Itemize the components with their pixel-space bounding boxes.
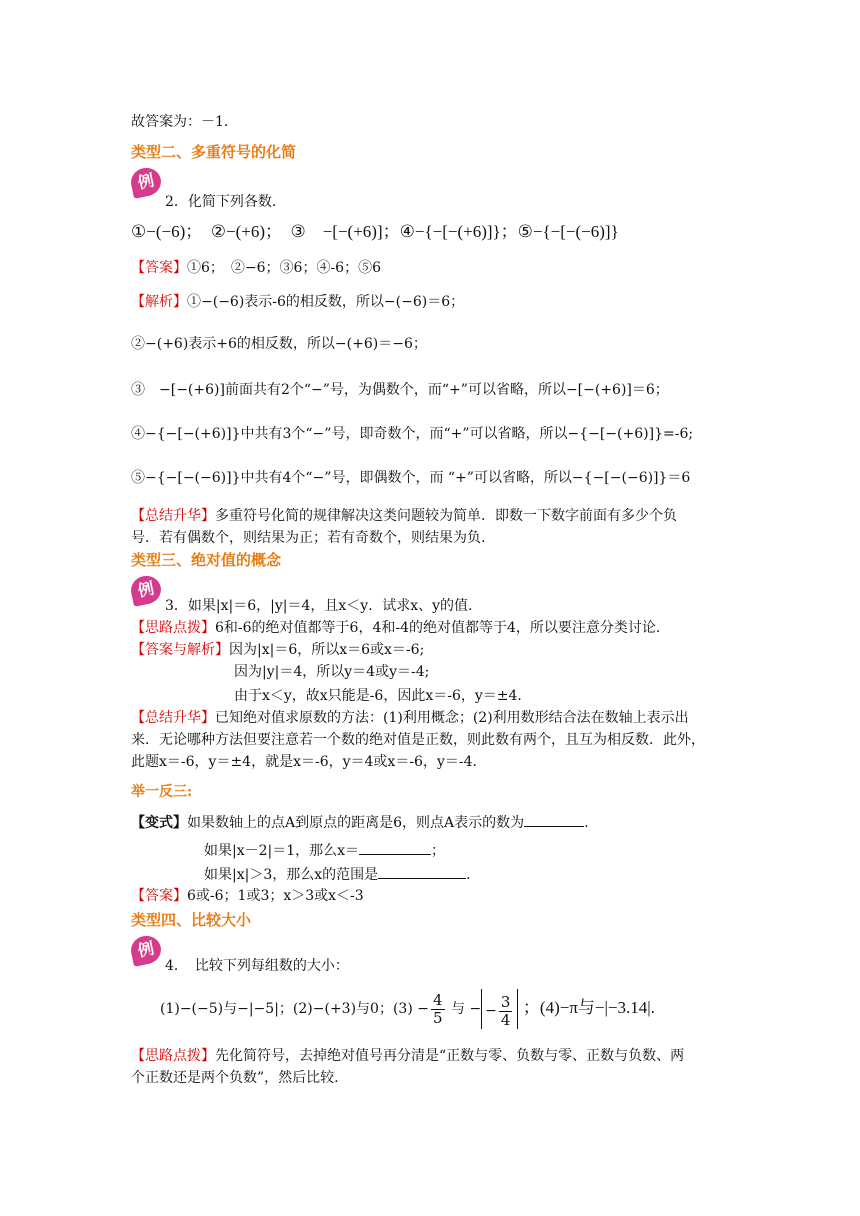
variation-heading: 举一反三: [131,784,193,800]
answer-text: ①6； ②−6；③6；④-6；⑤6 [187,260,381,276]
fraction-4-5 [431,992,445,1027]
minus-sign-2: − [469,1001,482,1017]
analysis-text-1: ①−(−6)表示-6的相反数，所以−(−6)＝6； [187,294,465,310]
section-heading-type2: 类型二、多重符号的化简 [131,143,297,161]
answer-text-1: 因为|x|＝6，所以x＝6或x＝-6; [229,642,425,658]
answer-label: 【答案】 [131,260,187,276]
summary-text-1: 多重符号化简的规律解决这类问题较为简单．即数一下数字前面有多少个负 [215,508,677,524]
previous-answer-line: 故答案为：－1. [131,114,229,130]
analysis-label: 【解析】 [131,294,187,310]
summary-label: 【总结升华】 [131,710,215,726]
answer-analysis-label: 【答案与解析】 [131,642,229,658]
example4-question: 4． 比较下列每组数的大小： [165,958,349,974]
example2-summary-1 [131,506,677,526]
variation-text-2: 如果|x－2|＝1，那么x＝ [204,843,360,859]
variation-label: 【变式】 [131,815,187,831]
example-badge-icon: 例 [128,573,163,607]
variation-text-3: 如果|x|＞3，那么x的范围是 [204,867,379,883]
example2-items: ①−(−6)； ②−(+6)； ③ −[−(+6)]；④−{−[−(+6)]}；⑤−{−[−(−6)]} [131,222,619,241]
example3-answer-1 [131,640,424,660]
absolute-value-bars [481,989,518,1029]
example2-analysis-2: ②−(+6)表示+6的相反数，所以−(+6)＝−6； [131,336,427,352]
example2-question: 2．化简下列各数. [165,194,277,210]
answer-text: 6或-6；1或3；x＞3或x＜-3 [187,888,364,904]
example3-answer-3: 由于x＜y，故x只能是-6，因此x＝-6，y＝±4. [234,688,522,704]
example2-summary-2: 号．若有偶数个，则结果为正；若有奇数个，则结果为负. [131,530,486,546]
variation-line-2 [204,840,445,861]
fraction-denominator: 5 [432,1008,443,1027]
fraction-numerator: 3 [500,992,511,1011]
example3-hint [131,618,660,638]
example4-items [160,986,655,1031]
hint-text-1: 先化简符号，去掉绝对值号再分清是“正数与零、负数与零、正数与负数、两 [215,1048,685,1064]
example2-analysis-4: ④−{−[−(+6)]}中共有3个“−”号，即奇数个，而“+”可以省略，所以−{−[−(+6)]}=-6; [131,426,694,442]
minus-sign-1: − [417,1001,429,1017]
example2-answer [131,258,381,278]
variation-line-3 [204,864,471,885]
fraction-3-4 [499,994,513,1029]
answer-blank-3[interactable] [378,864,466,879]
example2-analysis-3: ③ −[−(+6)]前面共有2个“−”号，为偶数个，而“+”可以省略，所以−[−(+6)]＝6； [131,382,669,398]
section-heading-type3: 类型三、绝对值的概念 [131,551,282,569]
example4-hint-1 [131,1046,684,1066]
variation-answer [131,886,364,906]
summary-label: 【总结升华】 [131,508,215,524]
fraction-denominator: 4 [500,1010,511,1029]
fraction-numerator: 4 [432,990,443,1009]
items-part-3: 与 [450,1001,465,1017]
hint-text: 6和-6的绝对值都等于6，4和-4的绝对值都等于4，所以要注意分类讨论. [215,620,661,636]
example3-summary-3: 此题x＝-6，y＝±4，就是x＝-6，y＝4或x＝-6，y＝-4. [131,754,477,770]
variation-line-1 [131,812,589,833]
minus-inside: − [485,1003,497,1019]
example-badge-icon: 例 [128,165,163,199]
variation-text-2-end: ； [431,843,446,859]
example4-hint-2: 个正数还是两个负数”，然后比较. [131,1070,339,1086]
example3-question: 3．如果|x|＝6，|y|＝4，且x＜y．试求x、y的值. [165,598,473,614]
example-badge-icon: 例 [128,933,163,967]
items-part-5: ；(4)−π与−|−3.14|. [522,998,655,1017]
summary-text-1: 已知绝对值求原数的方法：(1)利用概念；(2)利用数形结合法在数轴上表示出 [215,710,689,726]
example2-analysis-5: ⑤−{−[−(−6)]}中共有4个“−”号，即偶数个，而 “+”可以省略，所以−{−[−(−6)]}＝6 [131,470,691,486]
variation-text-1-end: . [584,815,589,831]
hint-label: 【思路点拨】 [131,1048,215,1064]
answer-blank-2[interactable] [359,840,431,855]
example3-summary-2: 来．无论哪种方法但要注意若一个数的绝对值是正数，则此数有两个，且互为相反数．此外， [131,732,705,748]
items-part-1: (1)−(−5)与−|−5|；(2)−(+3)与0；(3) [160,1001,413,1017]
answer-label: 【答案】 [131,888,187,904]
section-heading-type4: 类型四、比较大小 [131,911,252,929]
example3-summary-1 [131,708,689,728]
variation-text-1: 如果数轴上的点A到原点的距离是6，则点A表示的数为 [187,815,525,831]
variation-text-3-end: . [466,867,471,883]
example2-analysis-1 [131,292,464,312]
hint-label: 【思路点拨】 [131,620,215,636]
example3-answer-2: 因为|y|＝4，所以y＝4或y＝-4; [234,664,430,680]
answer-blank-1[interactable] [524,812,584,827]
